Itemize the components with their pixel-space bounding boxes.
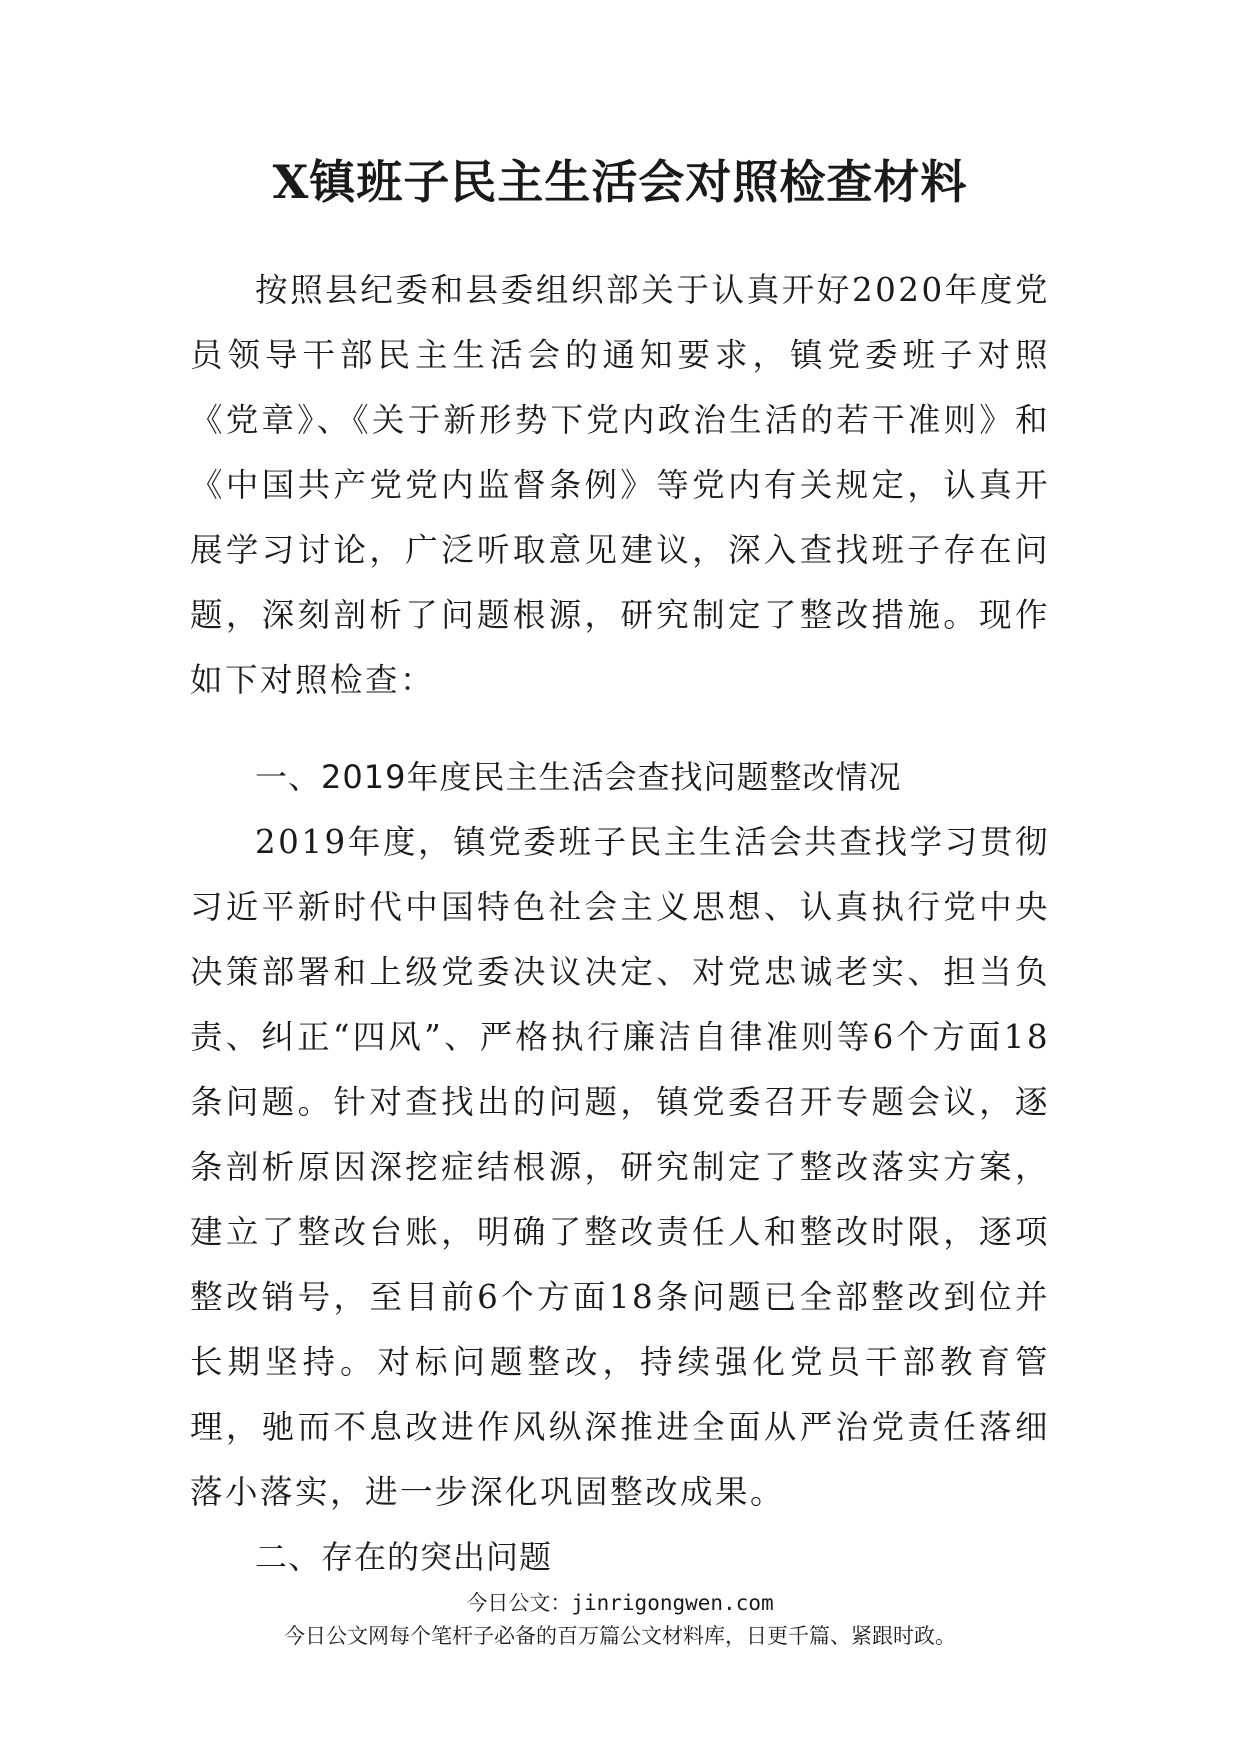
intro-paragraph: 按照县纪委和县委组织部关于认真开好2020年度党员领导干部民主生活会的通知要求，镇党委班子对照《党章》、《关于新形势下党内政治生活的若干准则》和《中国共产党党内监督条例》等党内有关规定，认真开展学习讨论，广泛听取意见建议，深入查找班子存在问题，深刻剖析了问题根源，研究制定了整改措施。现作如下对照检查： — [190, 271, 1050, 699]
section-1-paragraph: 2019年度，镇党委班子民主生活会共查找学习贯彻习近平新时代中国特色社会主义思想、认真执行党中央决策部署和上级党委决议决定、对党忠诚老实、担当负责、纠正“四风”、严格执行廉洁自律准则等6个方面18条问题。针对查找出的问题，镇党委召开专题会议，逐条剖析原因深挖症结根源，研究制定了整改落实方案，建立了整改台账，明确了整改责任人和整改时限，逐项整改销号，至目前6个方面18条问题已全部整改到位并长期坚持。对标问题整改，持续强化党员干部教育管理，驰而不息改进作风纵深推进全面从严治党责任落细落小落实，进一步深化巩固整改成果。 — [190, 823, 1050, 1511]
section-1-heading: 一、2019年度民主生活会查找问题整改情况 — [255, 758, 902, 796]
section-2-heading: 二、存在的突出问题 — [255, 1538, 553, 1576]
document-title: X镇班子民主生活会对照检查材料 — [272, 155, 968, 209]
footer-site-url[interactable]: jinrigongwen.com — [571, 1591, 774, 1615]
footer-site-line — [0, 1588, 1240, 1618]
footer-slogan: 今日公文网每个笔杆子必备的百万篇公文材料库，日更千篇、紧跟时政。 — [284, 1624, 956, 1648]
footer-site-label: 今日公文： — [466, 1591, 572, 1615]
